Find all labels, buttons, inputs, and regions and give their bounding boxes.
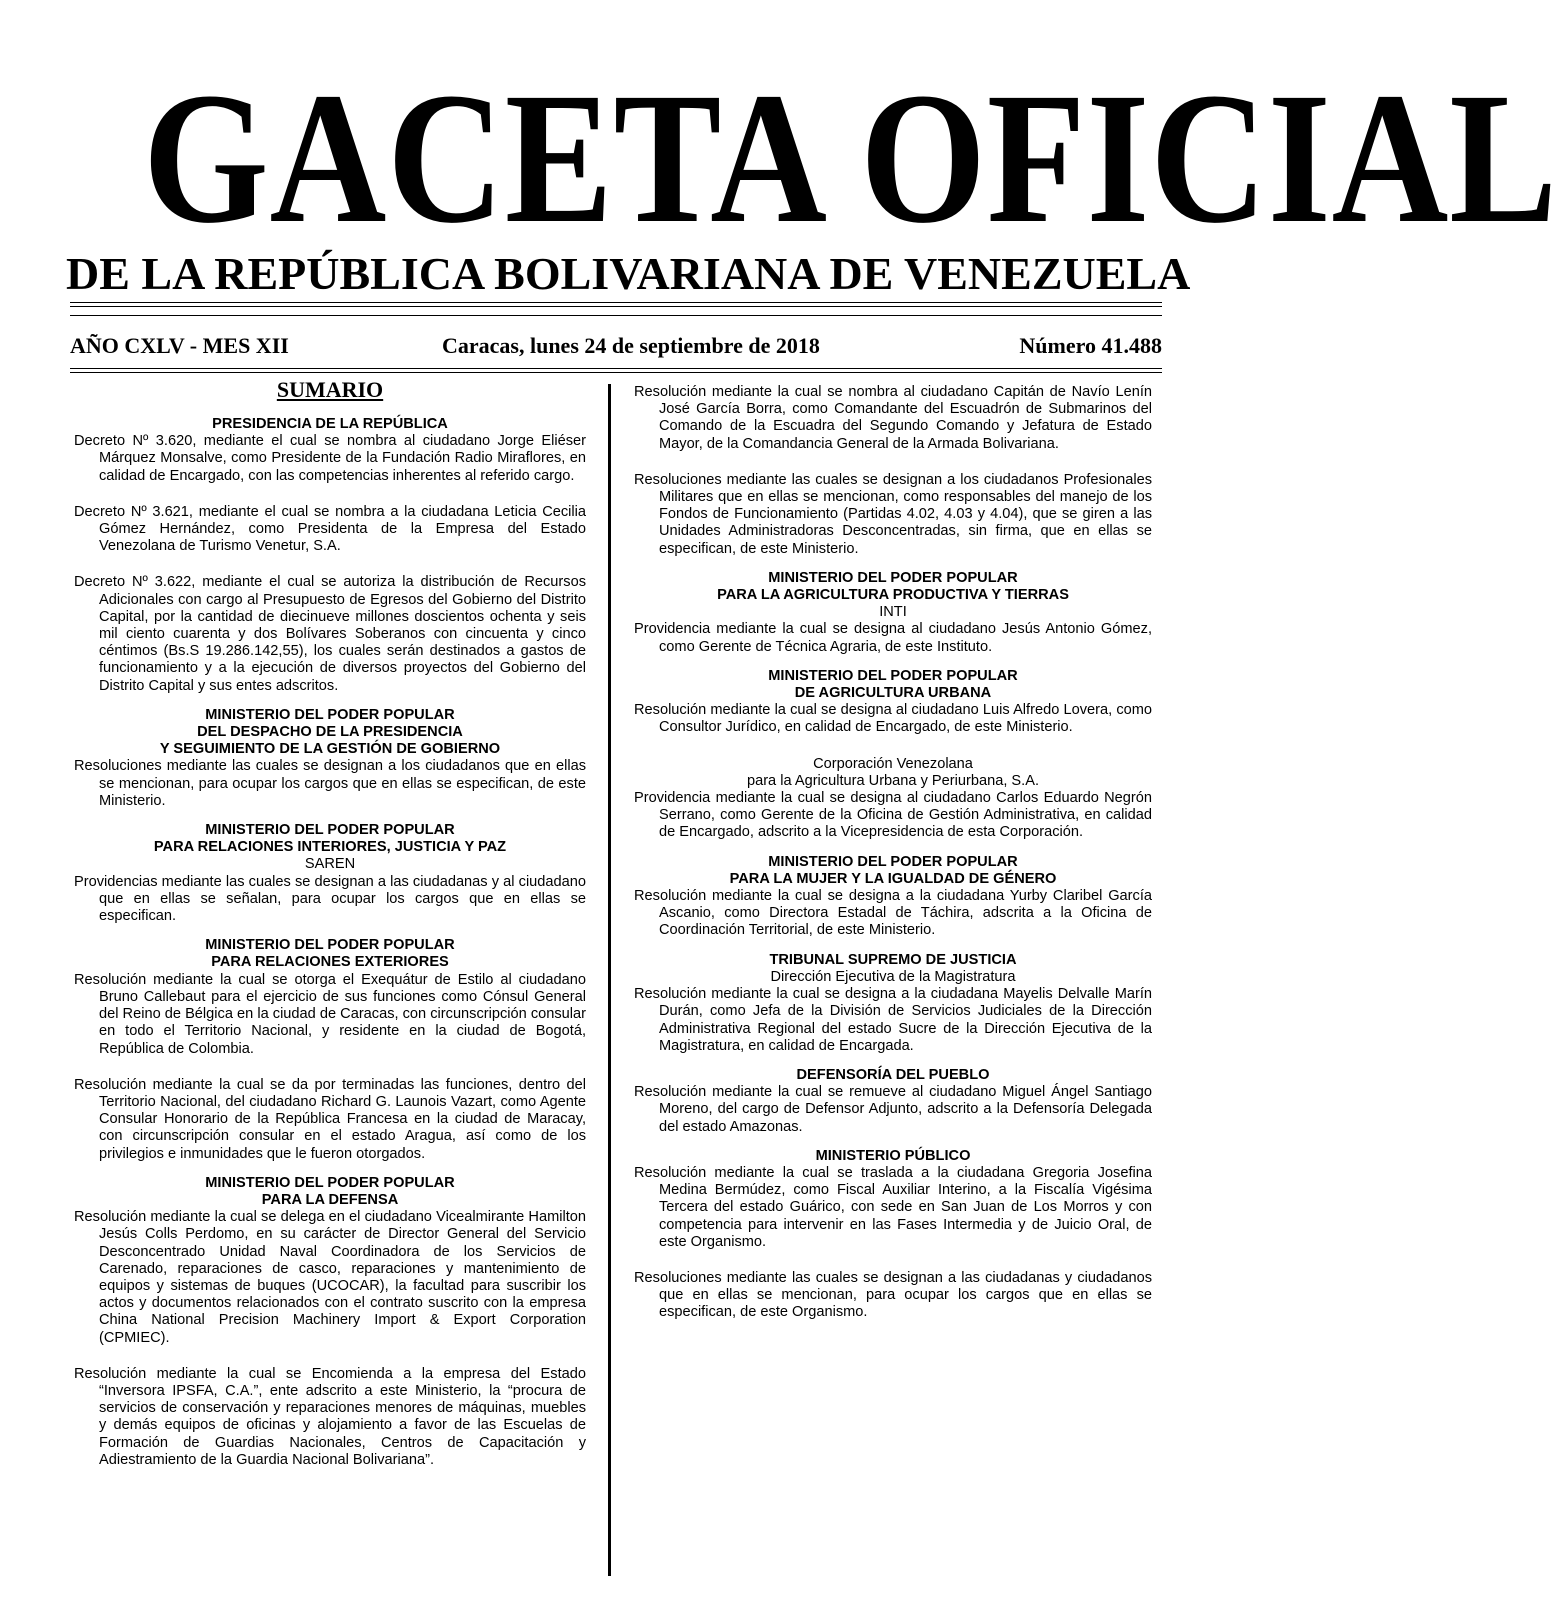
heading-line: PARA LA AGRICULTURA PRODUCTIVA Y TIERRAS <box>717 587 1069 604</box>
heading-line: MINISTERIO DEL PODER POPULAR <box>205 937 455 954</box>
heading-line: PRESIDENCIA DE LA REPÚBLICA <box>212 416 448 432</box>
section-heading <box>634 952 1152 969</box>
section-heading <box>634 1148 1152 1165</box>
heading-line: DE AGRICULTURA URBANA <box>794 685 992 702</box>
section-heading <box>74 937 586 971</box>
heading-line: DEFENSORÍA DEL PUEBLO <box>796 1066 990 1083</box>
heading-line: PARA RELACIONES INTERIORES, JUSTICIA Y PAZ <box>153 839 507 856</box>
entry: Resoluciones mediante las cuales se designan a las ciudadanas y ciudadanos que en ellas se mencionan, para ocupar los cargos que en ellas se especifican, de este Organismo. <box>634 1269 1152 1321</box>
left-column <box>74 378 586 1469</box>
entry: Decreto Nº 3.620, mediante el cual se nombra al ciudadano Jorge Eliéser Márquez Monsalve, como Presidente de la Fundación Radio Miraflores, en calidad de Encargado, con las competencias inherentes al referido cargo. <box>74 433 586 484</box>
section-heading <box>634 668 1152 702</box>
entry: Providencias mediante las cuales se designan a las ciudadanas y al ciudadano que en ellas se señalan, para ocupar los cargos que en ellas se especifican. <box>74 873 586 925</box>
section-heading <box>634 570 1152 604</box>
right-column <box>634 384 1152 1322</box>
entry: Resolución mediante la cual se remueve al ciudadano Miguel Ángel Santiago Moreno, del cargo de Defensor Adjunto, adscrito a la Defensoría Delegada del estado Amazonas. <box>634 1084 1152 1135</box>
heading-line: MINISTERIO DEL PODER POPULAR <box>768 667 1018 684</box>
section-subheading: INTI <box>879 604 907 621</box>
entry: Resolución mediante la cual se delega en el ciudadano Vicealmirante Hamilton Jesús Colls Perdomo, en su carácter de Director General del Servicio Desconcentrado Unidad Naval Coordinadora de los Servicios de Carenado, reparaciones de casco, reparaciones y mantenimiento de equipos y sistemas de buques (UCOCAR), la facultad para suscribir los actos y documentos relacionados con el contrato suscrito con la empresa China National Precision Machinery Import & Export Corporation (CPMIEC). <box>74 1209 586 1346</box>
heading-line: MINISTERIO PÚBLICO <box>815 1147 971 1164</box>
heading-line: DEL DESPACHO DE LA PRESIDENCIA <box>197 724 463 741</box>
masthead <box>66 53 1558 299</box>
heading-line: MINISTERIO DEL PODER POPULAR <box>768 853 1018 870</box>
heading-line: MINISTERIO DEL PODER POPULAR <box>205 706 455 723</box>
year-month: AÑO CXLV - MES XII <box>70 333 289 358</box>
top-rule-3 <box>70 315 1162 316</box>
entry: Providencia mediante la cual se designa al ciudadano Jesús Antonio Gómez, como Gerente de Técnica Agraria, de este Instituto. <box>634 621 1152 655</box>
entry: Resolución mediante la cual se nombra al ciudadano Capitán de Navío Lenín José García Borra, como Comandante del Escuadrón de Submarinos del Comando de la Escuadra del Segundo Comando y Jefatura de Estado Mayor, de la Comandancia General de la Armada Bolivariana. <box>634 384 1152 452</box>
entry: Resolución mediante la cual se designa al ciudadano Luis Alfredo Lovera, como Consultor Jurídico, en calidad de Encargado, de este Ministerio. <box>634 702 1152 736</box>
section-subheading: SAREN <box>304 856 356 873</box>
heading-line: PARA LA DEFENSA <box>261 1191 399 1208</box>
entry: Resolución mediante la cual se otorga el Exequátur de Estilo al ciudadano Bruno Callebaut para el ejercicio de sus funciones como Cónsul General del Reino de Bélgica en la ciudad de Caracas, con circunscripción consular en todo el Territorio Nacional, y residente en la ciudad de Bogotá, República de Colombia. <box>74 971 586 1057</box>
section-heading <box>74 1175 586 1209</box>
section-heading <box>74 822 586 856</box>
heading-line: PARA LA MUJER Y LA IGUALDAD DE GÉNERO <box>729 870 1057 887</box>
section-subheading: Dirección Ejecutiva de la Magistratura <box>770 968 1016 985</box>
entry: Resolución mediante la cual se da por terminadas las funciones, dentro del Territorio Nacional, del ciudadano Richard G. Launois Vazart, como Agente Consular Honorario de la República Francesa en la ciudad de Maracay, con circunscripción consular en el estado Aragua, así como de los privilegios e inmunidades que le fueron otorgados. <box>74 1076 586 1162</box>
info-rule-1 <box>70 368 1162 369</box>
entry: Providencia mediante la cual se designa al ciudadano Carlos Eduardo Negrón Serrano, como Gerente de la Oficina de Gestión Administrativa, en calidad de Encargado, adscrito a la Vicepresidencia de esta Corporación. <box>634 790 1152 841</box>
subheading-line: para la Agricultura Urbana y Periurbana, S.A. <box>746 772 1040 789</box>
heading-line: TRIBUNAL SUPREMO DE JUSTICIA <box>769 951 1017 968</box>
entry: Resolución mediante la cual se Encomienda a la empresa del Estado “Inversora IPSFA, C.A.”, ente adscrito a este Ministerio, la “procura de servicios de conservación y reparaciones menores de máquinas, muebles y demás equipos de oficinas y alojamiento a favor de las Escuelas de Formación de Guardias Nacionales, Centros de Capacitación y Adiestramiento de la Guardia Nacional Bolivariana”. <box>74 1365 586 1468</box>
heading-line: PARA RELACIONES EXTERIORES <box>211 954 449 971</box>
section-subheading <box>634 756 1152 790</box>
issue-number: Número 41.488 <box>1019 333 1162 358</box>
info-bar <box>70 333 1162 363</box>
issue-date: Caracas, lunes 24 de septiembre de 2018 <box>442 333 820 358</box>
heading-line: MINISTERIO DEL PODER POPULAR <box>205 1174 455 1191</box>
column-divider <box>608 384 611 1576</box>
top-rule-1 <box>70 302 1162 303</box>
top-rule-2 <box>70 306 1162 307</box>
heading-line: MINISTERIO DEL PODER POPULAR <box>205 822 455 839</box>
entry: Resoluciones mediante las cuales se designan a los ciudadanos que en ellas se mencionan, para ocupar los cargos que en ellas se especifican, de este Ministerio. <box>74 758 586 809</box>
section-heading <box>634 1067 1152 1084</box>
section-heading <box>74 416 586 433</box>
section-heading <box>634 854 1152 888</box>
entry: Resolución mediante la cual se designa a la ciudadana Yurby Claribel García Ascanio, como Directora Estadal de Táchira, adscrita a la Oficina de Coordinación Territorial, de este Ministerio. <box>634 888 1152 939</box>
entry: Resolución mediante la cual se designa a la ciudadana Mayelis Delvalle Marín Durán, como Jefa de la División de Servicios Judiciales de la Dirección Administrativa Regional del estado Sucre de la Dirección Ejecutiva de la Magistratura, en calidad de Encargada. <box>634 986 1152 1054</box>
subheading-line: Corporación Venezolana <box>813 755 973 772</box>
entry: Resoluciones mediante las cuales se designan a los ciudadanos Profesionales Militares que en ellas se mencionan, como responsables del manejo de los Fondos de Funcionamiento (Partidas 4.02, 4.03 y 4.04), que se giren a las Unidades Administradoras Desconcentradas, sin firma, que en ellas se especifican, de este Ministerio. <box>634 471 1152 557</box>
heading-line: MINISTERIO DEL PODER POPULAR <box>768 569 1018 586</box>
entry: Resolución mediante la cual se traslada a la ciudadana Gregoria Josefina Medina Bermúdez, como Fiscal Auxiliar Interino, a la Fiscalía Vigésima Tercera del estado Guárico, con sede en San Juan de Los Morros y con competencia para intervenir en las Fases Intermedia y de Juicio Oral, de este Organismo. <box>634 1164 1152 1250</box>
sumario-title: SUMARIO <box>276 377 384 402</box>
section-heading <box>74 707 586 759</box>
entry: Decreto Nº 3.621, mediante el cual se nombra a la ciudadana Leticia Cecilia Gómez Hernández, como Presidenta de la Empresa del Estado Venezolana de Turismo Venetur, S.A. <box>74 503 586 555</box>
gaceta-title: GACETA OFICIAL <box>143 53 1558 262</box>
info-rule-2 <box>70 372 1162 373</box>
heading-line: Y SEGUIMIENTO DE LA GESTIÓN DE GOBIERNO <box>159 741 501 758</box>
entry: Decreto Nº 3.622, mediante el cual se autoriza la distribución de Recursos Adicionales con cargo al Presupuesto de Egresos del Gobierno del Distrito Capital, por la cantidad de diecinueve millones doscientos ochenta y seis mil ciento cuarenta y dos Bolívares Soberanos con cincuenta y cinco céntimos (Bs.S 19.286.142,55), los cuales serán destinados a gastos de funcionamiento y a la ejecución de diversos proyectos del Gobierno del Distrito Capital y sus entes adscritos. <box>74 574 586 694</box>
republica-subtitle: DE LA REPÚBLICA BOLIVARIANA DE VENEZUELA <box>66 248 1191 299</box>
